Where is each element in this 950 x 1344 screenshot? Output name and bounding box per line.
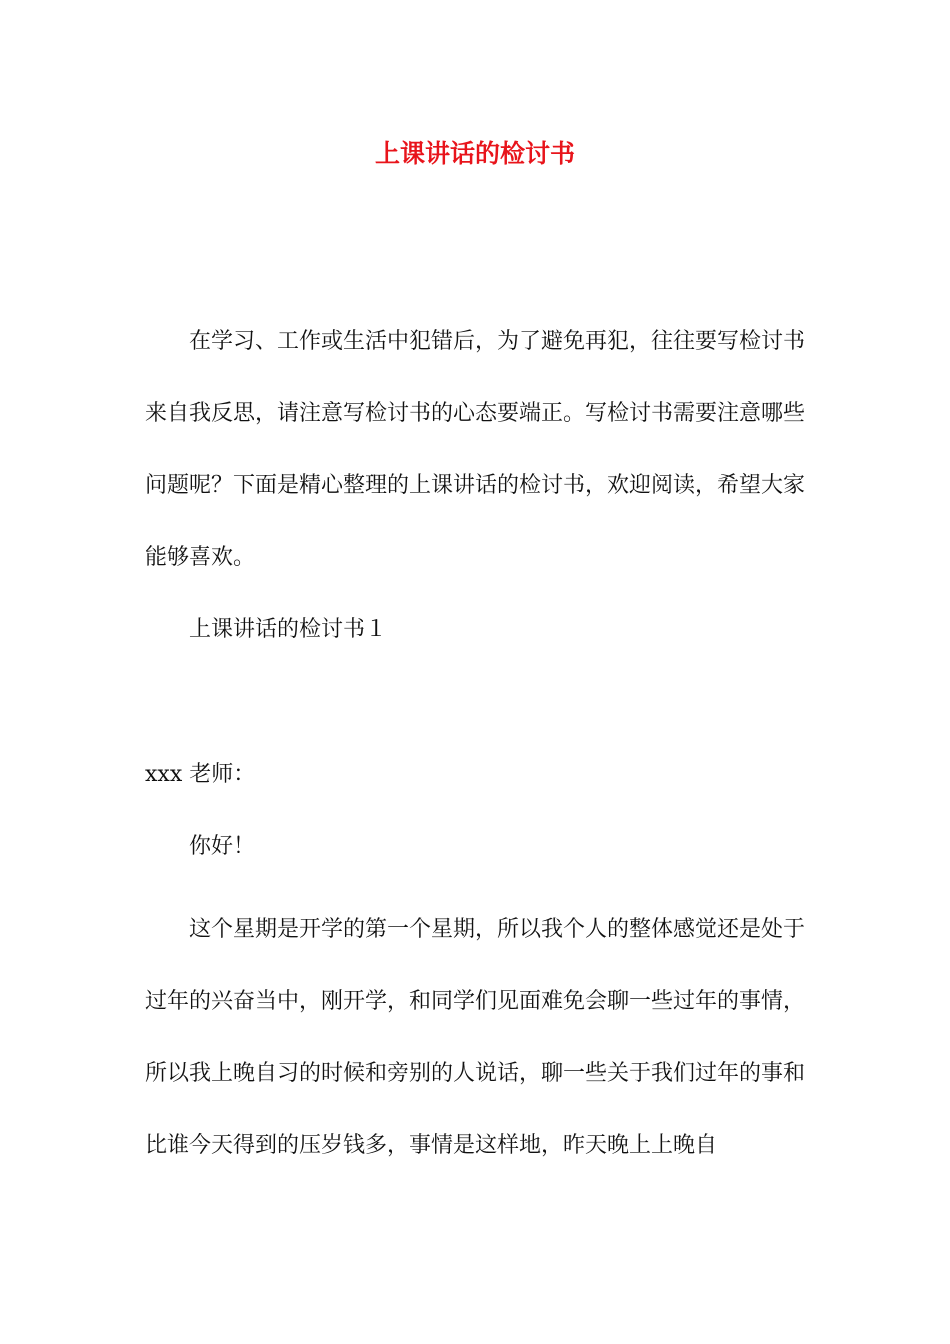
document-title: 上课讲话的检讨书 (374, 139, 575, 168)
intro-paragraph: 在学习、工作或生活中犯错后，为了避免再犯，往往要写检讨书来自我反思，请注意写检讨书的心态要端正。写检讨书需要注意哪些问题呢？下面是精心整理的上课讲话的检讨书，欢迎阅读，希望大家能够喜欢。 (145, 329, 806, 570)
salutation: xxx 老师： (145, 762, 256, 787)
body-paragraph: 这个星期是开学的第一个星期，所以我个人的整体感觉还是处于过年的兴奋当中，刚开学，和同学们见面难免会聊一些过年的事情，所以我上晚自习的时候和旁别的人说话，聊一些关于我们过年的事和比谁今天得到的压岁钱多，事情是这样地，昨天晚上上晚自 (145, 917, 806, 1158)
section-heading: 上课讲话的检讨书１ (189, 617, 388, 642)
greeting: 你好！ (189, 834, 256, 859)
